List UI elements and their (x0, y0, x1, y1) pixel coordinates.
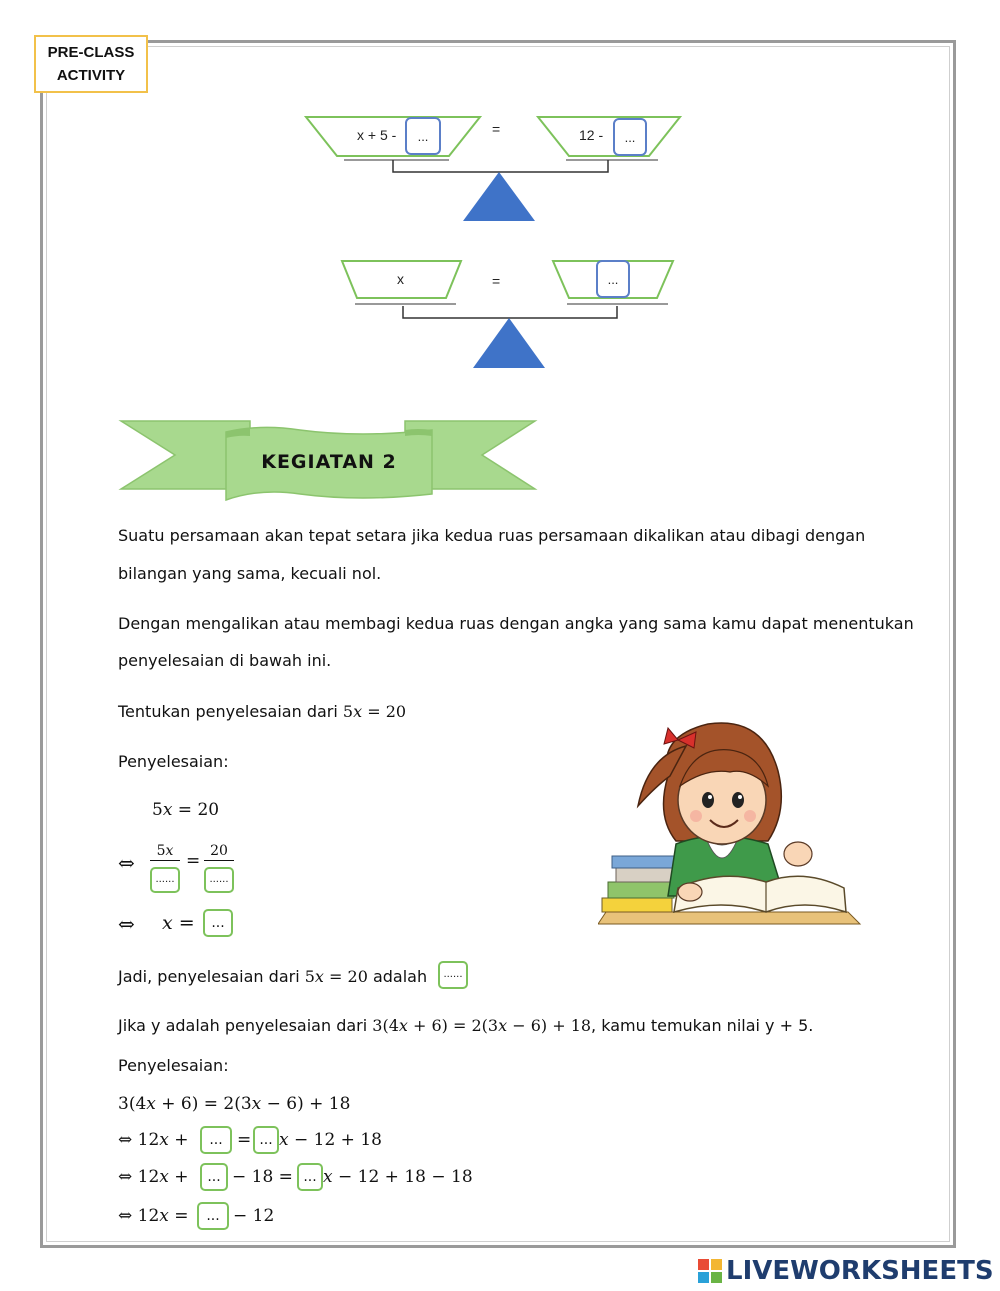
fraction-equals: = (186, 851, 201, 871)
left-eye-shine (708, 795, 712, 799)
step-2-blank[interactable]: ... (203, 909, 233, 937)
solution-label-1: Penyelesaian: (118, 752, 229, 771)
fraction-right-numerator: 20 (210, 843, 228, 859)
conclusion-equation: 5𝑥 = 20 (304, 967, 368, 986)
scale-1-right-blank[interactable]: ... (613, 118, 647, 156)
conclusion-blank[interactable]: ...... (438, 961, 468, 989)
s2-line-2-part-c: − 18 = (232, 1167, 293, 1187)
book-stack-middle (608, 882, 674, 898)
task-1-prefix: Tentukan penyelesaian dari (118, 702, 338, 721)
right-eye (732, 792, 744, 808)
book-stack-bottom (602, 898, 672, 912)
preclass-line1: PRE-CLASS (47, 44, 135, 61)
s2-line-3-part-c: − 12 (233, 1206, 275, 1226)
conclusion-mid: adalah (372, 967, 428, 986)
solution-label-2: Penyelesaian: (118, 1056, 229, 1075)
step-2-lhs: 𝑥 = (162, 912, 195, 934)
left-hand (678, 883, 702, 901)
conclusion (118, 967, 427, 986)
logo-square-l (698, 1259, 709, 1270)
step-0-equation: 5𝑥 = 20 (152, 800, 220, 820)
s2-line-2-part-a: ⇔ 12𝑥 + (118, 1167, 189, 1187)
logo-square-i (711, 1259, 722, 1270)
right-eye-shine (738, 795, 742, 799)
s2-line-1-part-a: ⇔ 12𝑥 + (118, 1130, 189, 1150)
s2-line-1-equals: = (237, 1130, 252, 1150)
conclusion-prefix: Jadi, penyelesaian dari (118, 967, 300, 986)
s2-line-2-blank-1[interactable]: ... (200, 1163, 228, 1191)
left-eye (702, 792, 714, 808)
paragraph-2-line-1: Dengan mengalikan atau membagi kedua ruas dengan angka yang sama kamu dapat menentukan (118, 614, 914, 633)
task-2 (118, 1016, 813, 1035)
girl-reading-illustration (598, 716, 864, 932)
task-1 (118, 702, 406, 721)
scale-2-left-text: x (397, 271, 404, 287)
task-2-suffix: , kamu temukan nilai y + 5. (591, 1016, 814, 1035)
step-2-iff-icon: ⇔ (118, 912, 135, 936)
fraction-right-denominator-blank[interactable]: ...... (204, 867, 234, 893)
s2-line-3-part-a: ⇔ 12𝑥 = (118, 1206, 189, 1226)
fraction-right (204, 843, 234, 861)
task-2-prefix: Jika y adalah penyelesaian dari (118, 1016, 368, 1035)
fraction-right-bar (204, 860, 234, 861)
scale-2-equals: = (492, 273, 501, 289)
paragraph-1-line-1: Suatu persamaan akan tepat setara jika kedua ruas persamaan dikalikan atau dibagi dengan (118, 526, 866, 545)
fraction-left (150, 843, 180, 861)
preclass-line2: ACTIVITY (56, 67, 126, 84)
scale-1-equals: = (492, 121, 501, 137)
step-1-iff-icon: ⇔ (118, 851, 135, 875)
paragraph-2-line-2: penyelesaian di bawah ini. (118, 651, 332, 670)
fraction-left-bar (150, 860, 180, 861)
right-cheek (744, 810, 756, 822)
banner-fold-right (405, 429, 432, 436)
logo-text: LIVEWORKSHEETS (726, 1256, 994, 1286)
scale-1-left-blank[interactable]: ... (405, 117, 441, 155)
s2-line-2-part-d: 𝑥 − 12 + 18 − 18 (323, 1167, 473, 1187)
kegiatan-banner (0, 0, 1000, 520)
s2-line-2-blank-2[interactable]: ... (297, 1163, 323, 1191)
logo-square-v (698, 1272, 709, 1283)
s2-line-1-blank-1[interactable]: ... (200, 1126, 232, 1154)
logo-squares-icon (698, 1259, 722, 1283)
raised-hand (784, 842, 812, 866)
s2-line-1-part-d: 𝑥 − 12 + 18 (279, 1130, 382, 1150)
scale-2-right-blank[interactable]: ... (596, 260, 630, 298)
scale-1-right-text: 12 - (579, 127, 604, 143)
liveworksheets-logo[interactable] (698, 1254, 994, 1288)
left-cheek (690, 810, 702, 822)
scale-1-left-text: x + 5 - (357, 127, 397, 143)
paragraph-1-line-2: bilangan yang sama, kecuali nol. (118, 564, 382, 583)
fraction-left-denominator-blank[interactable]: ...... (150, 867, 180, 893)
task-1-equation: 5𝑥 = 20 (342, 702, 407, 721)
s2-line-0: 3(4𝑥 + 6) = 2(3𝑥 − 6) + 18 (118, 1094, 351, 1114)
s2-line-1-blank-2[interactable]: ... (253, 1126, 279, 1154)
task-2-equation: 3(4𝑥 + 6) = 2(3𝑥 − 6) + 18 (372, 1016, 592, 1035)
table-top (598, 912, 860, 924)
book-stack-cover (612, 856, 674, 868)
logo-square-e (711, 1272, 722, 1283)
banner-title: KEGIATAN 2 (261, 451, 397, 473)
fraction-left-numerator: 5𝑥 (156, 843, 174, 859)
s2-line-3-blank-1[interactable]: ... (197, 1202, 229, 1230)
